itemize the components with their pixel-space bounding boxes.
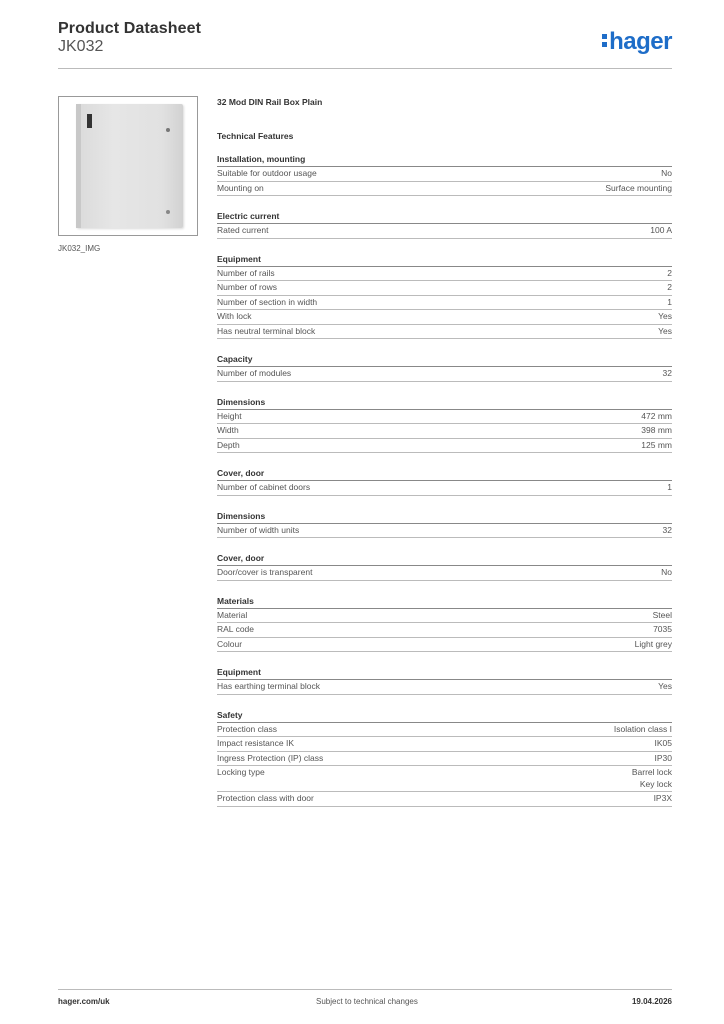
feature-group — [217, 553, 672, 581]
cabinet-edge — [76, 104, 81, 228]
spec-value: IP30 — [654, 752, 672, 763]
spec-label: Mounting on — [217, 182, 264, 193]
feature-groups — [217, 154, 672, 807]
feature-group — [217, 254, 672, 340]
page-title: Product Datasheet — [58, 20, 202, 37]
group-title: Cover, door — [217, 468, 672, 481]
image-caption: JK032_IMG — [58, 244, 101, 253]
spec-label: RAL code — [217, 624, 255, 634]
spec-value: 2 — [667, 267, 672, 278]
header-divider — [58, 68, 672, 69]
spec-label: Ingress Protection (IP) class — [217, 752, 324, 763]
spec-row — [217, 752, 672, 767]
feature-group — [217, 710, 672, 807]
group-title: Safety — [217, 710, 672, 723]
spec-value: No — [661, 567, 672, 577]
spec-label: With lock — [217, 311, 252, 321]
spec-label: Protection class with door — [217, 793, 314, 803]
group-title: Equipment — [217, 254, 672, 267]
spec-row — [217, 182, 672, 197]
spec-value: 2 — [667, 282, 672, 292]
spec-label: Number of rows — [217, 282, 277, 292]
feature-group — [217, 511, 672, 539]
spec-row — [217, 792, 672, 807]
group-title: Dimensions — [217, 511, 672, 524]
spec-value: IK05 — [654, 738, 672, 748]
spec-value: Yes — [658, 325, 672, 336]
spec-row — [217, 310, 672, 325]
spec-row — [217, 424, 672, 439]
spec-value: No — [661, 168, 672, 178]
page-footer — [58, 997, 672, 1011]
spec-value: 1 — [667, 296, 672, 307]
spec-label: Colour — [217, 638, 243, 649]
logo-colon-icon — [602, 32, 607, 48]
spec-value: 1 — [667, 482, 672, 492]
group-title: Capacity — [217, 354, 672, 367]
spec-value: Surface mounting — [605, 182, 672, 193]
spec-row — [217, 267, 672, 282]
spec-row — [217, 609, 672, 624]
spec-row — [217, 524, 672, 539]
spec-row — [217, 766, 672, 792]
spec-value: 7035 — [653, 624, 672, 634]
footer-divider — [58, 989, 672, 990]
spec-label: Has neutral terminal block — [217, 325, 316, 336]
spec-value: Yes — [658, 311, 672, 321]
spec-row — [217, 638, 672, 653]
spec-label: Door/cover is transparent — [217, 567, 313, 577]
cabinet-picture — [76, 104, 183, 228]
spec-row — [217, 410, 672, 425]
spec-value: 472 mm — [641, 410, 672, 421]
group-title: Cover, door — [217, 553, 672, 566]
spec-value: 125 mm — [641, 439, 672, 450]
spec-label: Protection class — [217, 723, 277, 734]
spec-row — [217, 167, 672, 182]
spec-label: Height — [217, 410, 242, 421]
spec-row — [217, 723, 672, 738]
spec-label: Number of modules — [217, 368, 292, 378]
spec-label: Impact resistance IK — [217, 738, 295, 748]
spec-row — [217, 566, 672, 581]
footer-notice: Subject to technical changes — [316, 997, 418, 1006]
spec-label: Suitable for outdoor usage — [217, 168, 317, 178]
technical-content — [217, 96, 672, 807]
spec-label: Depth — [217, 439, 240, 450]
logo-text: hager — [609, 28, 672, 55]
spec-value: 100 A — [650, 225, 672, 235]
spec-row — [217, 224, 672, 239]
spec-label: Number of cabinet doors — [217, 482, 311, 492]
spec-row — [217, 281, 672, 296]
spec-label: Number of rails — [217, 267, 275, 278]
spec-value: 32 — [662, 524, 672, 535]
spec-row — [217, 325, 672, 340]
footer-website: hager.com/uk — [58, 997, 110, 1006]
spec-row — [217, 623, 672, 638]
spec-label: Has earthing terminal block — [217, 681, 320, 691]
spec-value: Steel — [652, 609, 672, 620]
spec-row — [217, 296, 672, 311]
feature-group — [217, 354, 672, 382]
spec-label: Number of section in width — [217, 296, 318, 307]
spec-label: Number of width units — [217, 524, 300, 535]
feature-group — [217, 397, 672, 454]
feature-group — [217, 154, 672, 196]
spec-label: Width — [217, 425, 239, 435]
product-image — [58, 96, 198, 236]
group-title: Installation, mounting — [217, 154, 672, 167]
hager-logo — [602, 30, 672, 54]
spec-value: Barrel lock Key lock — [631, 767, 672, 789]
group-title: Equipment — [217, 667, 672, 680]
feature-group — [217, 468, 672, 496]
spec-row — [217, 481, 672, 496]
spec-row — [217, 367, 672, 382]
spec-value: 32 — [662, 368, 672, 378]
spec-label: Material — [217, 609, 248, 620]
spec-value: 398 mm — [641, 425, 672, 435]
cabinet-lock — [166, 128, 170, 132]
group-title: Dimensions — [217, 397, 672, 410]
spec-row — [217, 439, 672, 454]
spec-row — [217, 680, 672, 695]
cabinet-hinge — [166, 210, 170, 214]
feature-group — [217, 211, 672, 239]
page-header — [58, 20, 672, 68]
spec-label: Rated current — [217, 225, 269, 235]
feature-group — [217, 667, 672, 695]
spec-value: Isolation class I — [613, 723, 672, 734]
footer-date: 19.04.2026 — [631, 997, 672, 1006]
technical-features-title: Technical Features — [217, 131, 294, 141]
cabinet-label — [87, 114, 92, 128]
spec-value: Yes — [658, 681, 672, 691]
feature-group — [217, 596, 672, 653]
product-name: 32 Mod DIN Rail Box Plain — [217, 97, 323, 107]
group-title: Electric current — [217, 211, 672, 224]
product-code: JK032 — [58, 38, 104, 55]
spec-row — [217, 737, 672, 752]
group-title: Materials — [217, 596, 672, 609]
spec-label: Locking type — [217, 767, 265, 777]
spec-value: Light grey — [634, 638, 672, 649]
spec-value: IP3X — [653, 793, 672, 803]
